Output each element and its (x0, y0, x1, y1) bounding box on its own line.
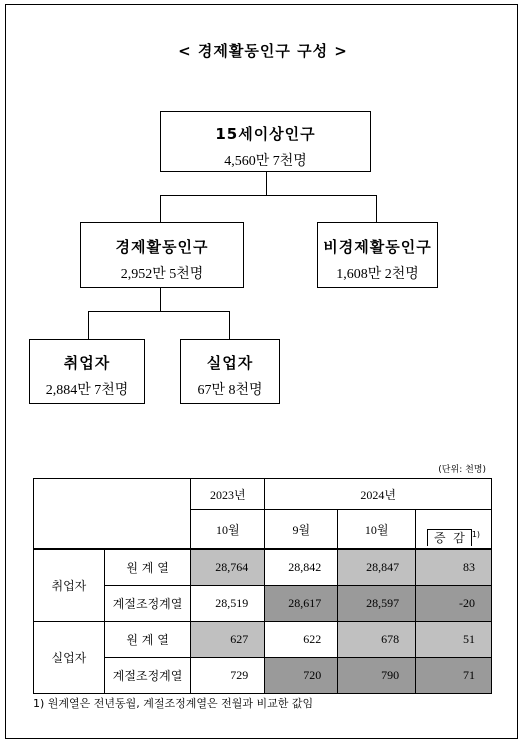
box-value: 67만 8천명 (197, 383, 263, 398)
header-change-sup: 1) (471, 530, 481, 539)
connector-inactive-up (376, 195, 377, 222)
connector-level2-horizontal (88, 311, 230, 312)
cell-value: -20 (416, 586, 492, 622)
group-label-employed: 취업자 (34, 549, 105, 622)
header-change (416, 510, 492, 550)
connector-level1-horizontal (160, 195, 377, 196)
cell-value: 622 (265, 622, 338, 658)
connector-root-down (266, 172, 267, 196)
connector-unemployed-up (229, 311, 230, 339)
cell-value: 28,847 (338, 549, 416, 586)
cell-value: 28,597 (338, 586, 416, 622)
header-month-oct-2023: 10월 (191, 510, 265, 550)
box-value: 2,884만 7천명 (45, 383, 129, 398)
box-label: 비경제활동인구 (323, 238, 432, 256)
box-value: 2,952만 5천명 (120, 267, 204, 282)
cell-value: 28,617 (265, 586, 338, 622)
box-label: 실업자 (206, 354, 254, 372)
table-row (34, 622, 492, 658)
unit-note: (단위: 천명) (438, 465, 486, 475)
cell-value: 51 (416, 622, 492, 658)
cell-value: 790 (338, 658, 416, 694)
header-year-2023: 2023년 (191, 479, 265, 510)
box-label: 취업자 (63, 354, 111, 372)
box-label: 경제활동인구 (115, 238, 209, 256)
row-label: 원 계 열 (104, 622, 191, 658)
box-label: 15세이상인구 (215, 125, 316, 143)
box-economically-active (80, 222, 244, 288)
connector-active-up (160, 195, 161, 222)
cell-value: 28,519 (191, 586, 265, 622)
table-row (34, 549, 492, 586)
box-unemployed (180, 339, 280, 404)
box-value: 4,560만 7천명 (224, 154, 307, 169)
row-label: 원 계 열 (104, 549, 191, 586)
cell-value: 83 (416, 549, 492, 586)
header-change-label: 증 감 (427, 529, 472, 546)
cell-value: 71 (416, 658, 492, 694)
row-label: 계절조정계열 (104, 586, 191, 622)
box-economically-inactive (317, 222, 438, 288)
cell-value: 28,842 (265, 549, 338, 586)
page-title: < 경제활동인구 구성 > (178, 42, 348, 60)
cell-value: 720 (265, 658, 338, 694)
box-employed (29, 339, 145, 404)
footnote: 1) 원계열은 전년동월, 계절조정계열은 전월과 비교한 값임 (33, 697, 314, 710)
box-value: 1,608만 2천명 (336, 267, 419, 282)
header-month-sep-2024: 9월 (265, 510, 338, 550)
employment-table (33, 478, 492, 694)
cell-value: 28,764 (191, 549, 265, 586)
cell-value: 729 (191, 658, 265, 694)
row-label: 계절조정계열 (104, 658, 191, 694)
box-working-age-population (160, 111, 371, 172)
connector-employed-up (88, 311, 89, 339)
table-header-row-years (34, 479, 492, 510)
cell-value: 627 (191, 622, 265, 658)
connector-active-down (160, 287, 161, 312)
table-corner-cell (34, 479, 191, 550)
header-year-2024: 2024년 (265, 479, 492, 510)
group-label-unemployed: 실업자 (34, 622, 105, 694)
header-month-oct-2024: 10월 (338, 510, 416, 550)
cell-value: 678 (338, 622, 416, 658)
